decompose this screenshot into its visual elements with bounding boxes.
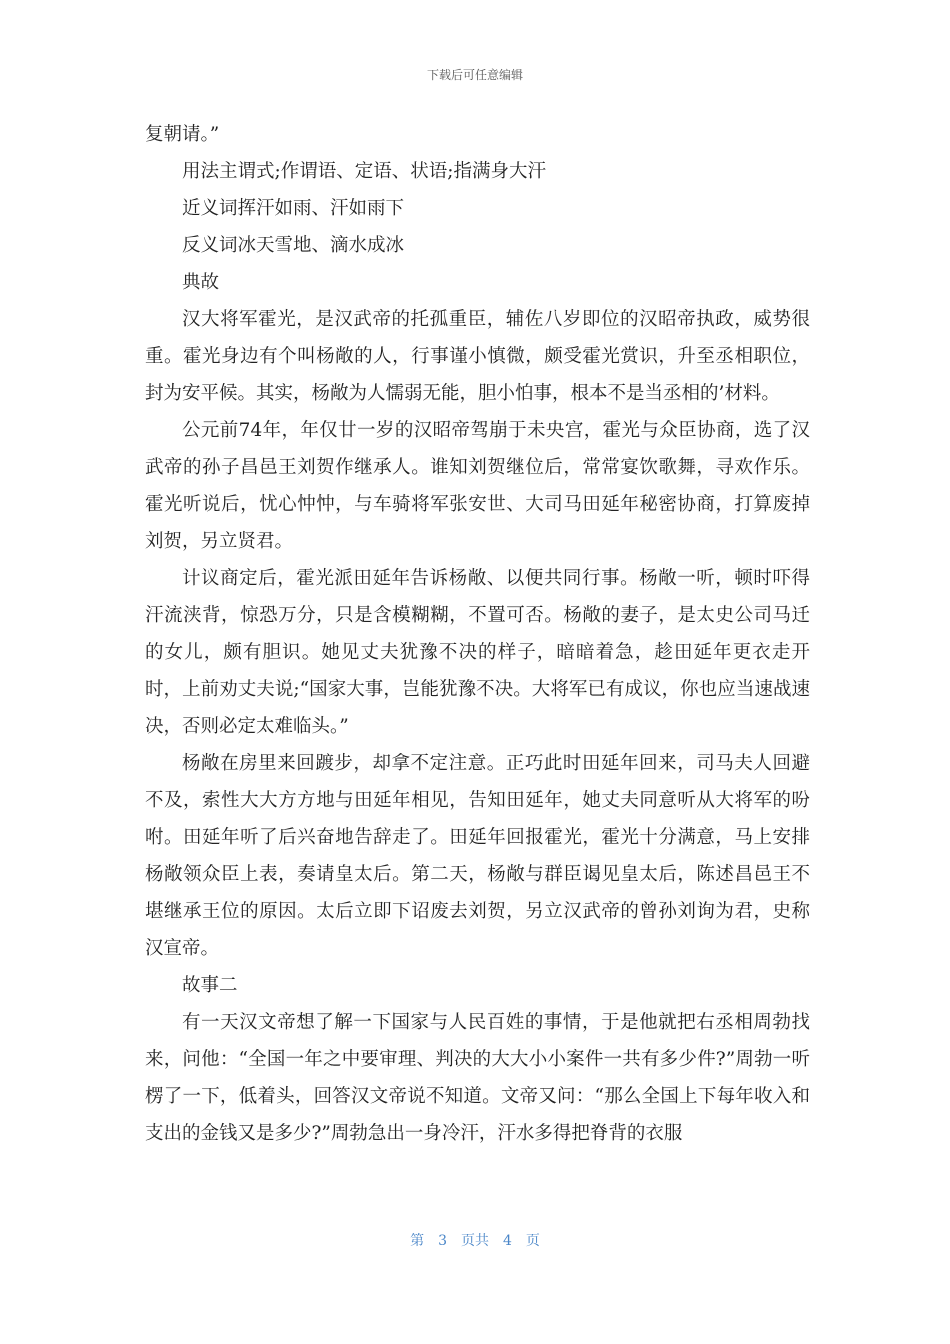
page-header: 下载后可任意编辑 (426, 68, 523, 82)
paragraph-7: 公元前74年，年仅廿一岁的汉昭帝驾崩于未央宫，霍光与众臣协商，选了汉武帝的孙子昌邑王刘贺作继承人。谁知刘贺继位后，常常宴饮歌舞，寻欢作乐。霍光听说后，忧心忡忡，与车骑将军张安世、大司马田延年秘密协商，打算废掉刘贺，另立贤君。 (145, 420, 810, 552)
paragraph-11: 有一天汉文帝想了解一下国家与人民百姓的事情，于是他就把右丞相周勃找来，问他：“全国一年之中要审理、判决的大大小小案件一共有多少件?”周勃一听楞了一下，低着头，回答汉文帝说不知道。文帝又问：“那么全国上下每年收入和支出的金钱又是多少?”周勃急出一身冷汗，汗水多得把脊背的衣服 (145, 1012, 810, 1144)
paragraph-1: 复朝请。” (145, 124, 220, 145)
paragraph-9: 杨敞在房里来回踱步，却拿不定注意。正巧此时田延年回来，司马夫人回避不及，索性大大方方地与田延年相见，告知田延年，她丈夫同意听从大将军的吩咐。田延年听了后兴奋地告辞走了。田延年回报霍光，霍光十分满意，马上安排杨敞领众臣上表，奏请皇太后。第二天，杨敞与群臣谒见皇太后，陈述昌邑王不堪继承王位的原因。太后立即下诏废去刘贺，另立汉武帝的曾孙刘询为君，史称汉宣帝。 (145, 753, 810, 959)
paragraph-4: 反义词冰天雪地、滴水成冰 (182, 235, 405, 256)
paragraph-3: 近义词挥汗如雨、汗如雨下 (182, 198, 405, 219)
section-heading-story-two: 故事二 (182, 975, 238, 996)
section-heading-allusion: 典故 (182, 272, 220, 293)
paragraph-2: 用法主谓式;作谓语、定语、状语;指满身大汗 (182, 161, 546, 182)
paragraph-8: 计议商定后，霍光派田延年告诉杨敞、以便共同行事。杨敞一听，顿时吓得汗流浃背，惊恐万分，只是含模糊糊，不置可否。杨敞的妻子，是太史公司马迁的女儿，颇有胆识。她见丈夫犹豫不决的样子，暗暗着急，趁田延年更衣走开时，上前劝丈夫说;“国家大事，岂能犹豫不决。大将军已有成议，你也应当速战速决，否则必定太难临头。” (145, 568, 810, 737)
page-footer: 第 3 页共 4 页 (410, 1233, 540, 1249)
paragraph-6: 汉大将军霍光，是汉武帝的托孤重臣，辅佐八岁即位的汉昭帝执政，威势很重。霍光身边有个叫杨敞的人，行事谨小慎微，颇受霍光赏识，升至丞相职位，封为安平候。其实，杨敞为人懦弱无能，胆小怕事，根本不是当丞相的’材料。 (145, 309, 810, 404)
document-body (145, 116, 810, 1152)
